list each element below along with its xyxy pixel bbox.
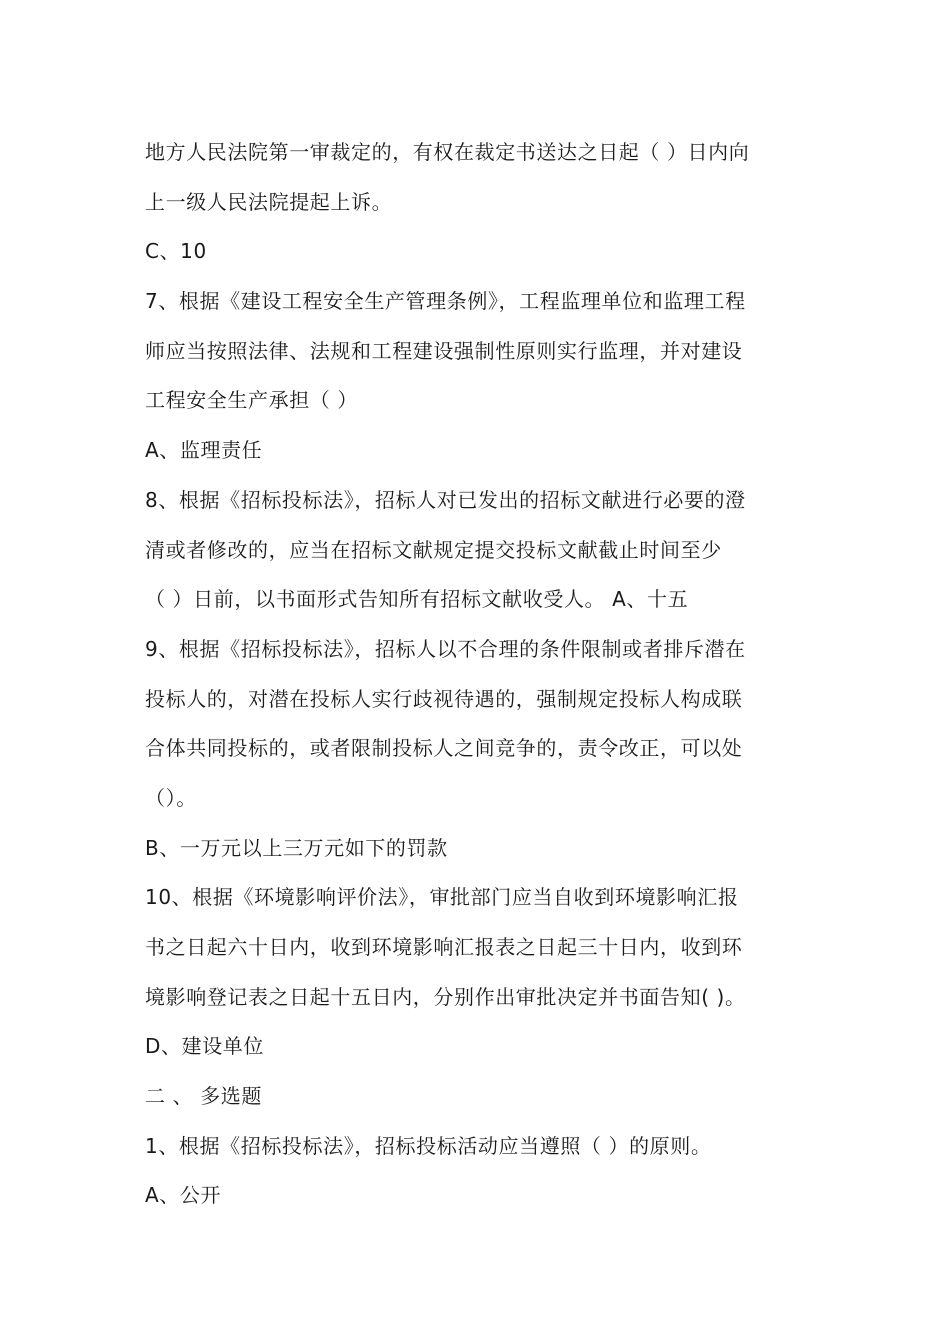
multi-question-1: 1、根据《招标投标法》，招标投标活动应当遵照（ ）的原则。 — [145, 1133, 712, 1158]
document-body — [145, 128, 825, 1221]
question-10-line-1: 10、根据《环境影响评价法》，审批部门应当自收到环境影响汇报 — [145, 885, 739, 910]
text-line-2: 上一级人民法院提起上诉。 — [145, 189, 393, 214]
question-9-line-1: 9、根据《招标投标法》，招标人以不合理的条件限制或者排斥潜在 — [145, 636, 746, 661]
question-9-line-3: 合体共同投标的，或者限制投标人之间竞争的，责令改正，可以处 — [145, 736, 743, 761]
question-8-line-2: 清或者修改的，应当在招标文献规定提交投标文献截止时间至少 — [145, 537, 722, 562]
answer-line-c10: C、10 — [145, 239, 207, 264]
question-8-line-3: （ ）日前，以书面形式告知所有招标文献收受人。 A、十五 — [145, 587, 689, 612]
question-7-line-1: 7、根据《建设工程安全生产管理条例》，工程监理单位和监理工程 — [145, 289, 746, 314]
answer-9: B、一万元以上三万元如下的罚款 — [145, 835, 448, 860]
question-7-line-2: 师应当按照法律、法规和工程建设强制性原则实行监理，并对建设 — [145, 338, 743, 363]
section-heading-multiple-choice: 二 、 多选题 — [145, 1084, 262, 1109]
question-9-line-4: （）。 — [145, 785, 197, 810]
question-7-line-3: 工程安全生产承担（ ） — [145, 388, 358, 413]
answer-7: A、监理责任 — [145, 438, 263, 463]
text-line-1: 地方人民法院第一审裁定的，有权在裁定书送达之日起（ ）日内向 — [145, 140, 750, 164]
question-9-line-2: 投标人的，对潜在投标人实行歧视待遇的，强制规定投标人构成联 — [145, 686, 743, 711]
answer-10: D、建设单位 — [145, 1034, 265, 1059]
question-10-line-2: 书之日起六十日内，收到环境影响汇报表之日起三十日内，收到环 — [145, 935, 743, 959]
question-8-line-1: 8、根据《招标投标法》，招标人对已发出的招标文献进行必要的澄 — [145, 487, 746, 512]
multi-answer-1: A、公开 — [145, 1183, 222, 1208]
question-10-line-3: 境影响登记表之日起十五日内，分别作出审批决定并书面告知( )。 — [145, 984, 746, 1009]
